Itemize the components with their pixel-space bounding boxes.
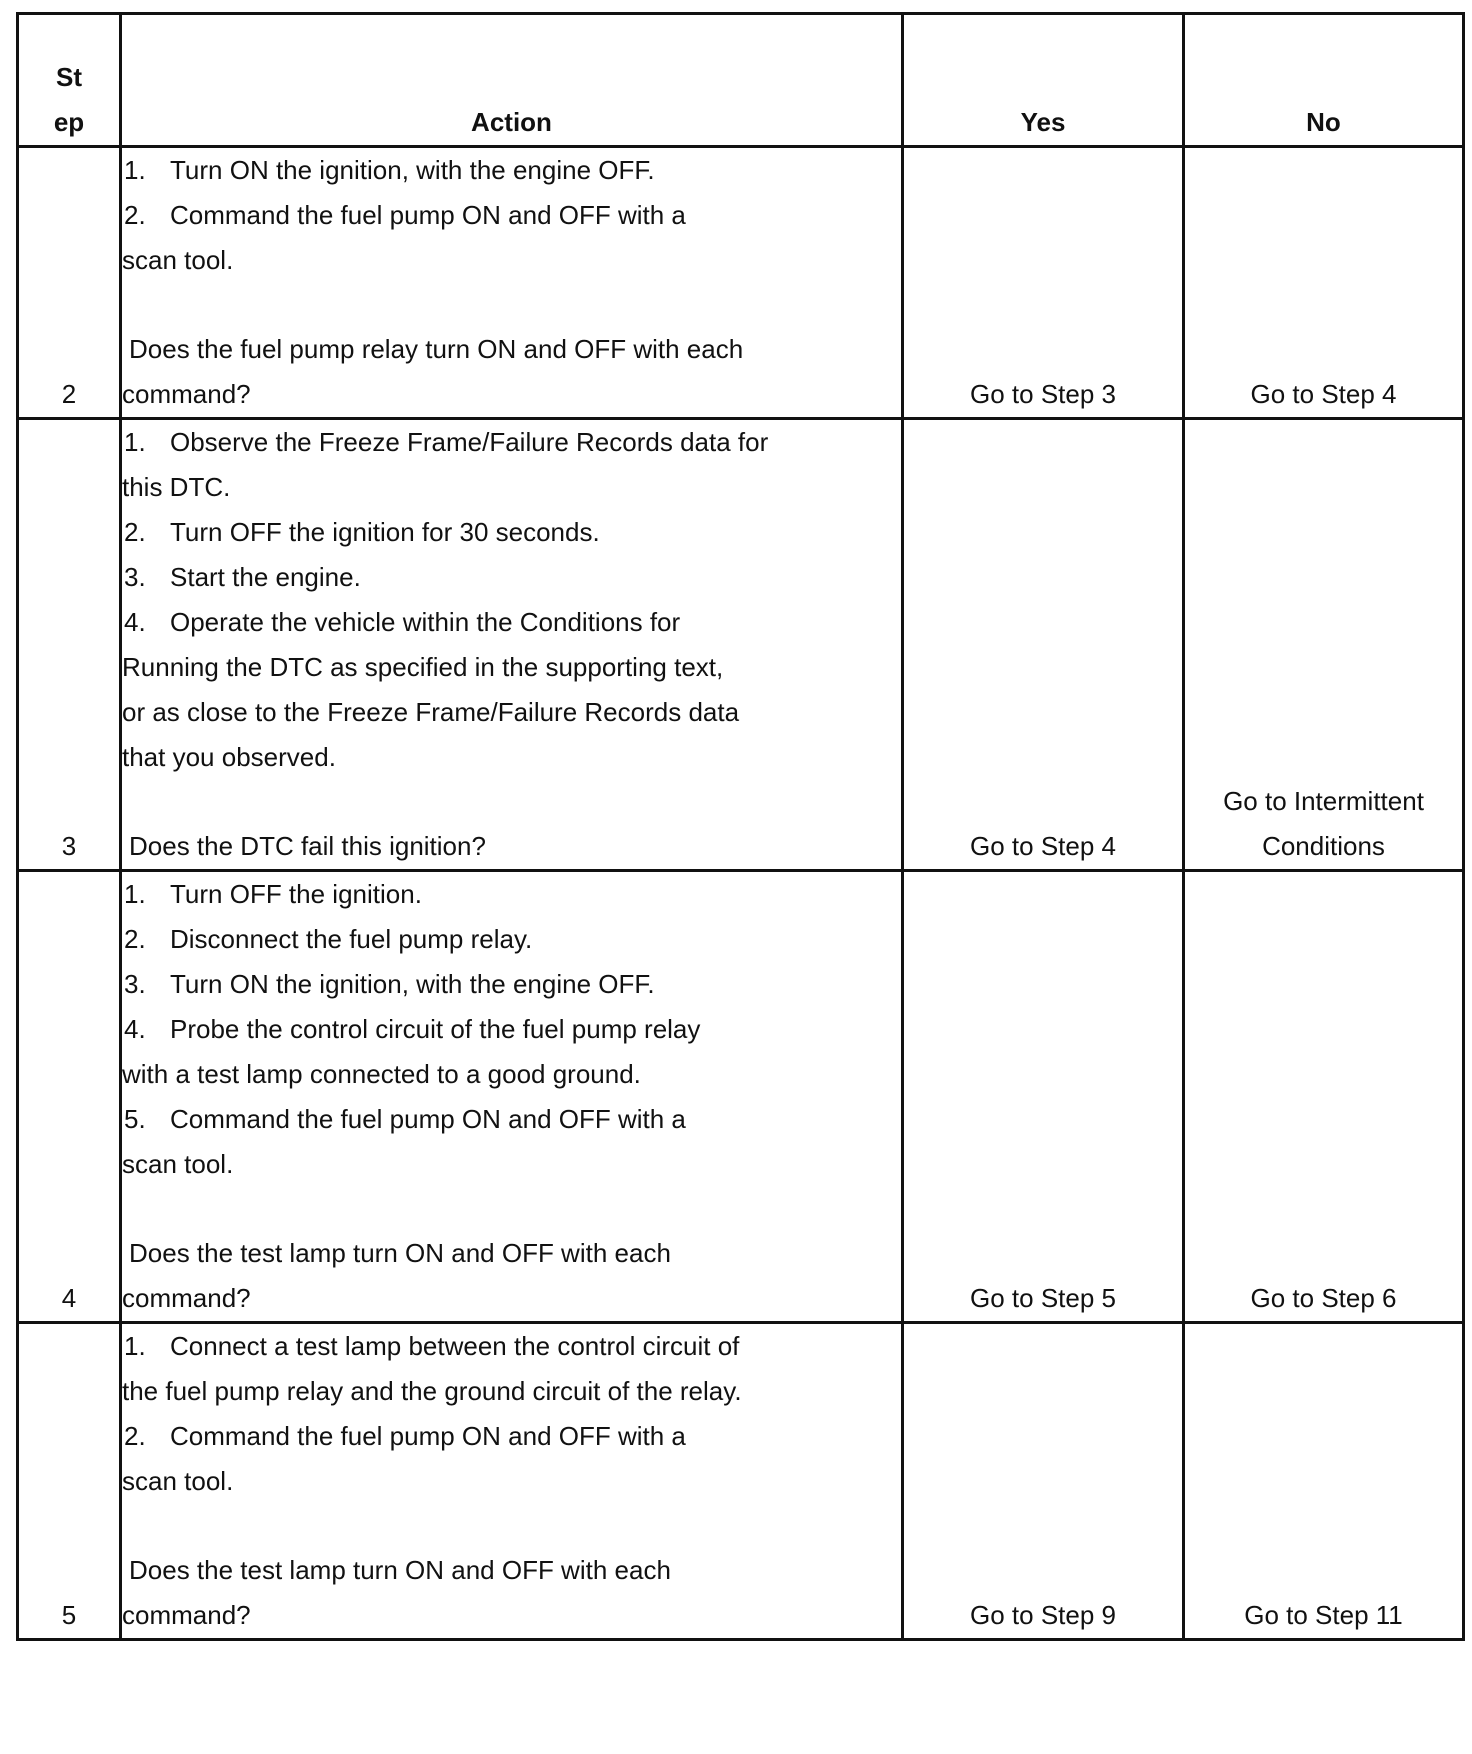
no-cell: Go to Step 11: [1184, 1323, 1464, 1640]
item-continuation: the fuel pump relay and the ground circuit of the relay.: [122, 1376, 742, 1406]
header-row: [18, 14, 1464, 147]
item-continuation: scan tool.: [122, 1466, 234, 1496]
item-number: 4.: [124, 1014, 146, 1044]
item-text: Connect a test lamp between the control circuit of: [170, 1331, 740, 1361]
action-item: [122, 555, 901, 600]
action-item: [122, 872, 901, 917]
item-continuation: scan tool.: [122, 1149, 234, 1179]
action-item: [122, 510, 901, 555]
item-text: Command the fuel pump ON and OFF with a: [170, 1421, 686, 1451]
header-no: No: [1184, 14, 1464, 147]
action-cell: [121, 871, 903, 1323]
action-item: [122, 420, 901, 465]
action-item: [122, 1324, 901, 1369]
item-number: 1.: [124, 155, 146, 185]
table-row: [18, 871, 1464, 1323]
item-text: Command the fuel pump ON and OFF with a: [170, 200, 686, 230]
item-continuation: with a test lamp connected to a good ground.: [122, 1059, 641, 1089]
action-cell: [121, 419, 903, 871]
question-text: Does the test lamp turn ON and OFF with each: [129, 1238, 671, 1268]
item-text: Operate the vehicle within the Conditions for: [170, 607, 681, 637]
item-number: 4.: [124, 607, 146, 637]
header-step: St ep: [18, 14, 121, 147]
item-number: 2.: [124, 200, 146, 230]
no-cell: [1184, 419, 1464, 871]
action-cell: [121, 147, 903, 419]
item-number: 3.: [124, 969, 146, 999]
no-cell: Go to Step 6: [1184, 871, 1464, 1323]
action-item: [122, 1414, 901, 1459]
item-number: 5.: [124, 1104, 146, 1134]
question-continuation: command?: [122, 379, 251, 409]
item-text: Turn ON the ignition, with the engine OFF.: [170, 969, 655, 999]
item-text: Turn OFF the ignition.: [170, 879, 422, 909]
item-number: 2.: [124, 517, 146, 547]
action-item: [122, 1097, 901, 1142]
item-number: 2.: [124, 924, 146, 954]
item-number: 1.: [124, 1331, 146, 1361]
yes-cell: Go to Step 4: [903, 419, 1184, 871]
item-continuation: Running the DTC as specified in the supporting text, or as close to the Freeze Frame/Failure Records data that you observed.: [122, 652, 740, 772]
item-text: Turn OFF the ignition for 30 seconds.: [170, 517, 600, 547]
action-item: [122, 193, 901, 238]
action-item: [122, 917, 901, 962]
step-number: 2: [18, 147, 121, 419]
item-text: Observe the Freeze Frame/Failure Records data for: [170, 427, 769, 457]
item-number: 2.: [124, 1421, 146, 1451]
item-text: Turn ON the ignition, with the engine OFF.: [170, 155, 655, 185]
yes-cell: Go to Step 9: [903, 1323, 1184, 1640]
item-number: 3.: [124, 562, 146, 592]
action-item: [122, 148, 901, 193]
yes-cell: Go to Step 5: [903, 871, 1184, 1323]
action-item: [122, 600, 901, 645]
no-cell: Go to Step 4: [1184, 147, 1464, 419]
question-text: Does the fuel pump relay turn ON and OFF with each: [129, 334, 744, 364]
item-number: 1.: [124, 427, 146, 457]
action-item: [122, 962, 901, 1007]
step-number: 3: [18, 419, 121, 871]
item-text: Probe the control circuit of the fuel pump relay: [170, 1014, 701, 1044]
item-text: Disconnect the fuel pump relay.: [170, 924, 533, 954]
header-action: Action: [121, 14, 903, 147]
table-row: [18, 419, 1464, 871]
no-text: Go to Intermittent Conditions: [1223, 786, 1424, 861]
table-row: [18, 147, 1464, 419]
item-continuation: scan tool.: [122, 245, 234, 275]
table-row: [18, 1323, 1464, 1640]
step-number: 4: [18, 871, 121, 1323]
item-text: Command the fuel pump ON and OFF with a: [170, 1104, 686, 1134]
header-yes: Yes: [903, 14, 1184, 147]
question-text: Does the test lamp turn ON and OFF with each: [129, 1555, 671, 1585]
action-cell: [121, 1323, 903, 1640]
question-continuation: command?: [122, 1600, 251, 1630]
step-number: 5: [18, 1323, 121, 1640]
action-item: [122, 1007, 901, 1052]
item-number: 1.: [124, 879, 146, 909]
item-text: Start the engine.: [170, 562, 361, 592]
yes-cell: Go to Step 3: [903, 147, 1184, 419]
question-text: Does the DTC fail this ignition?: [129, 831, 486, 861]
question-continuation: command?: [122, 1283, 251, 1313]
item-continuation: this DTC.: [122, 472, 231, 502]
diagnostic-table: [16, 12, 1465, 1641]
